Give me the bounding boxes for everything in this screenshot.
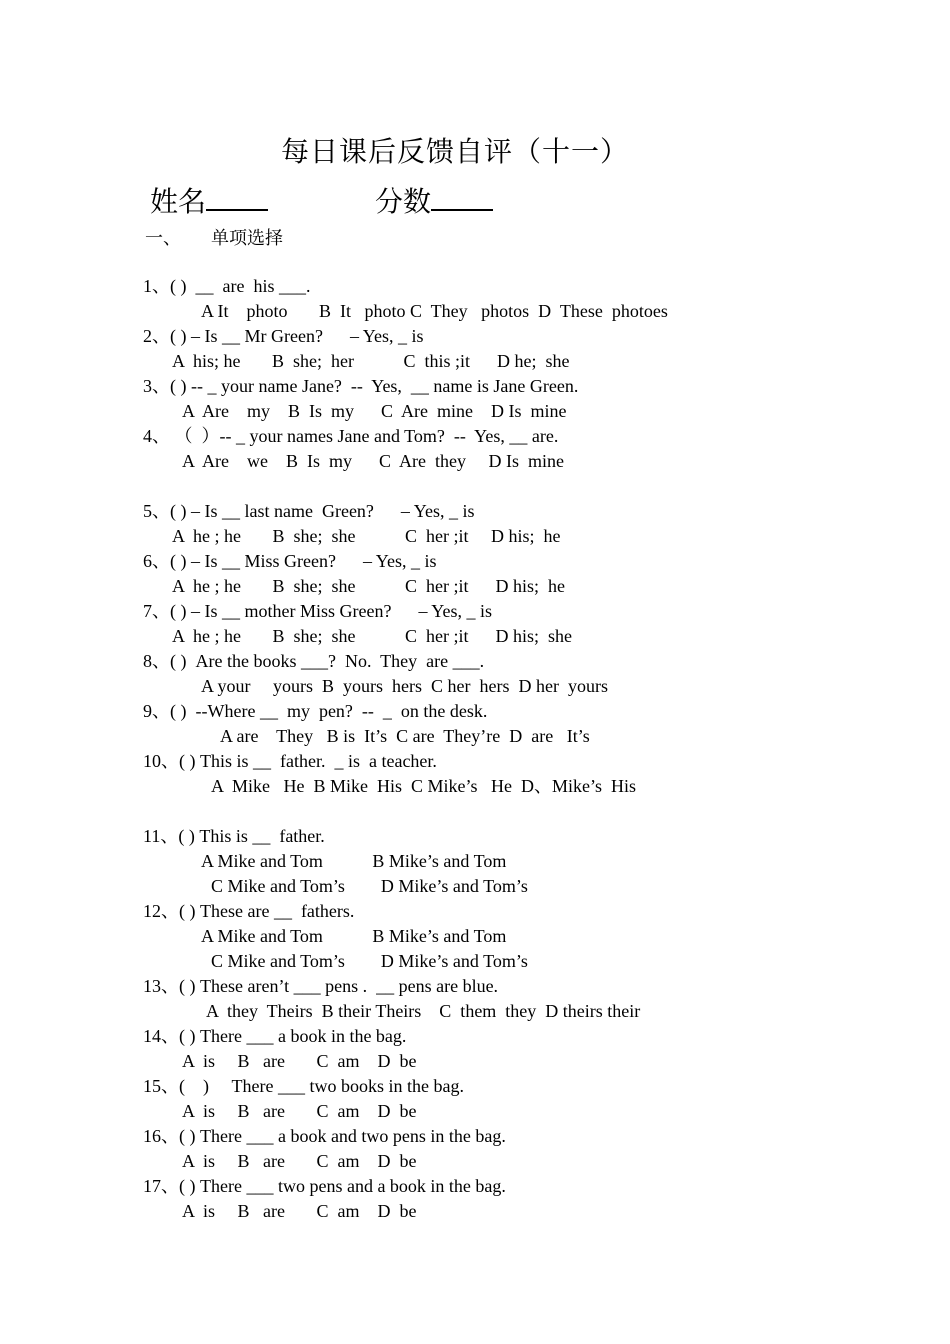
question-line: 5、( ) – Is __ last name Green? – Yes, _ is [143, 501, 475, 521]
question-line: A is B are C am D be [182, 1201, 417, 1221]
student-info [150, 180, 493, 220]
score-label: 分数 [375, 187, 432, 218]
page-title: 每日课后反馈自评（十一） [280, 137, 629, 168]
question-line: A they Theirs B their Theirs C them they D theirs their [206, 1001, 641, 1021]
question-line: A he ; he B she; she C her ;it D his; he [172, 526, 561, 546]
score-blank [431, 183, 493, 211]
question-line: 14、( ) There ___ a book in the bag. [143, 1026, 407, 1046]
section-heading [145, 224, 283, 250]
question-line: C Mike and Tom’s D Mike’s and Tom’s [211, 951, 528, 971]
section-number: 一、 [145, 228, 181, 248]
name-label: 姓名 [150, 187, 207, 218]
question-line: A is B are C am D be [182, 1151, 417, 1171]
question-line: A Are my B Is my C Are mine D Is mine [182, 401, 567, 421]
question-line: A is B are C am D be [182, 1051, 417, 1071]
question-line: C Mike and Tom’s D Mike’s and Tom’s [211, 876, 528, 896]
question-line: 12、( ) These are __ fathers. [143, 901, 355, 921]
question-line: A he ; he B she; she C her ;it D his; she [172, 626, 572, 646]
question-line: A Mike He B Mike His C Mike’s He D、Mike’s His [211, 776, 636, 796]
question-line: A his; he B she; her C this ;it D he; she [172, 351, 570, 371]
question-line: 2、( ) – Is __ Mr Green? – Yes, _ is [143, 326, 424, 346]
question-line: 1、( ) __ are his ___. [143, 276, 311, 296]
question-line: 10、( ) This is __ father. _ is a teacher. [143, 751, 437, 771]
question-line: 4、 （ ）-- _ your names Jane and Tom? -- Yes, __ are. [143, 426, 559, 446]
question-line: 16、( ) There ___ a book and two pens in the bag. [143, 1126, 506, 1146]
question-line: 15、( ) There ___ two books in the bag. [143, 1076, 464, 1096]
question-line: 11、( ) This is __ father. [143, 826, 325, 846]
question-line: A It photo B It photo C They photos D These photoes [201, 301, 668, 321]
question-line: 9、( ) --Where __ my pen? -- _ on the desk. [143, 701, 488, 721]
question-line: A your yours B yours hers C her hers D her yours [201, 676, 608, 696]
question-line: A Mike and Tom B Mike’s and Tom [201, 851, 507, 871]
name-blank [206, 183, 268, 211]
question-line: 13、( ) These aren’t ___ pens . __ pens are blue. [143, 976, 499, 996]
question-line: 3、( ) -- _ your name Jane? -- Yes, __ name is Jane Green. [143, 376, 579, 396]
question-line: 8、( ) Are the books ___? No. They are ___. [143, 651, 485, 671]
question-line: A is B are C am D be [182, 1101, 417, 1121]
question-line: A are They B is It’s C are They’re D are It’s [220, 726, 590, 746]
section-label: 单项选择 [211, 228, 283, 248]
question-line: 17、( ) There ___ two pens and a book in the bag. [143, 1176, 506, 1196]
question-line: 7、( ) – Is __ mother Miss Green? – Yes, _ is [143, 601, 492, 621]
question-line: A Are we B Is my C Are they D Is mine [182, 451, 564, 471]
question-line: 6、( ) – Is __ Miss Green? – Yes, _ is [143, 551, 437, 571]
question-line: A Mike and Tom B Mike’s and Tom [201, 926, 507, 946]
question-line: A he ; he B she; she C her ;it D his; he [172, 576, 565, 596]
